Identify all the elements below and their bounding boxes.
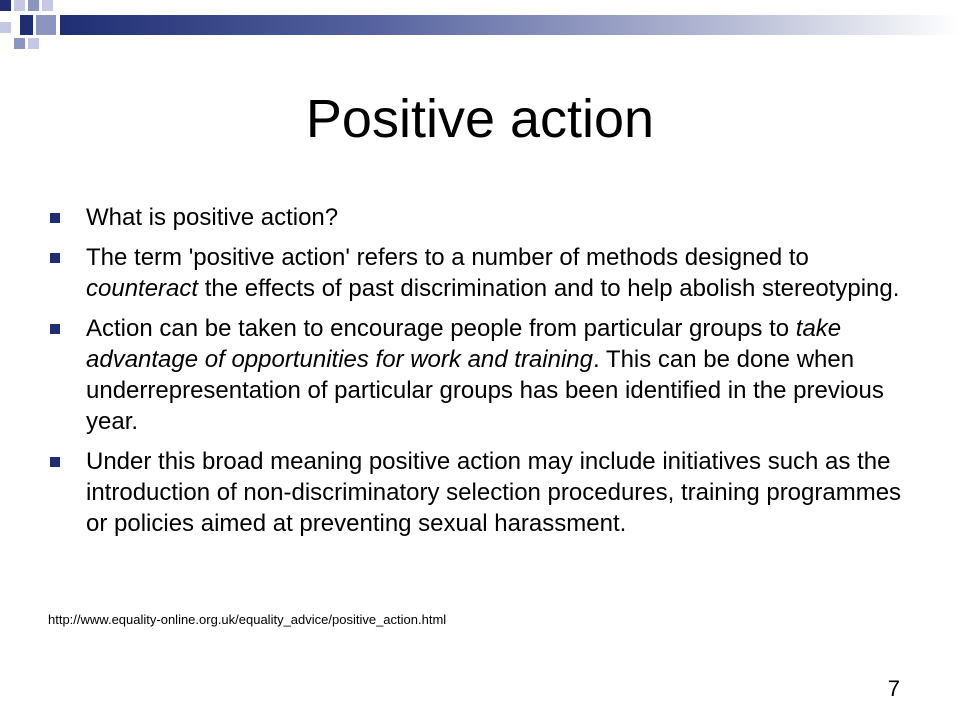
header-decor-square [14,0,25,11]
square-bullet-icon [50,457,60,467]
header-decor-square [28,0,39,11]
slide-number: 7 [887,676,900,701]
bullet-text: Under this broad meaning positive action may include initiatives such as the introduction of non-discriminatory selection procedures, training programmes or policies aimed at preventing sexual harassment. [86,448,902,537]
bullet-item [48,446,918,539]
header-decor-square [20,15,33,35]
slide-title: Positive action [305,89,655,149]
header-decor-square [0,22,11,33]
header-decor-square [14,38,25,49]
header-decor-square [0,0,11,11]
bullet-text: the effects of past discrimination and to help abolish stereotyping. [198,275,900,302]
bullet-text: . This can be done when underrepresentation of particular groups has been identified in the previous year. [86,346,884,435]
bullet-item [48,313,918,437]
header-decor-square [42,0,53,11]
square-bullet-icon [50,324,60,334]
source-link[interactable]: http://www.equality-online.org.uk/equality_advice/positive_action.html [48,612,447,627]
bullet-list [48,202,918,548]
bullet-text: The term 'positive action' refers to a number of methods designed to [86,244,809,271]
bullet-item [48,202,918,233]
header-decor-square [36,15,56,35]
square-bullet-icon [50,253,60,263]
bullet-text: Action can be taken to encourage people from particular groups to [86,315,796,342]
header-decor-square [28,38,39,49]
bullet-emphasis-text: take advantage of opportunities for work and training [86,315,842,373]
square-bullet-icon [50,213,60,223]
bullet-text: What is positive action? [86,204,339,231]
bullet-emphasis-text: counteract [86,275,199,302]
bullet-item [48,242,918,304]
header-gradient-bar [60,15,960,35]
